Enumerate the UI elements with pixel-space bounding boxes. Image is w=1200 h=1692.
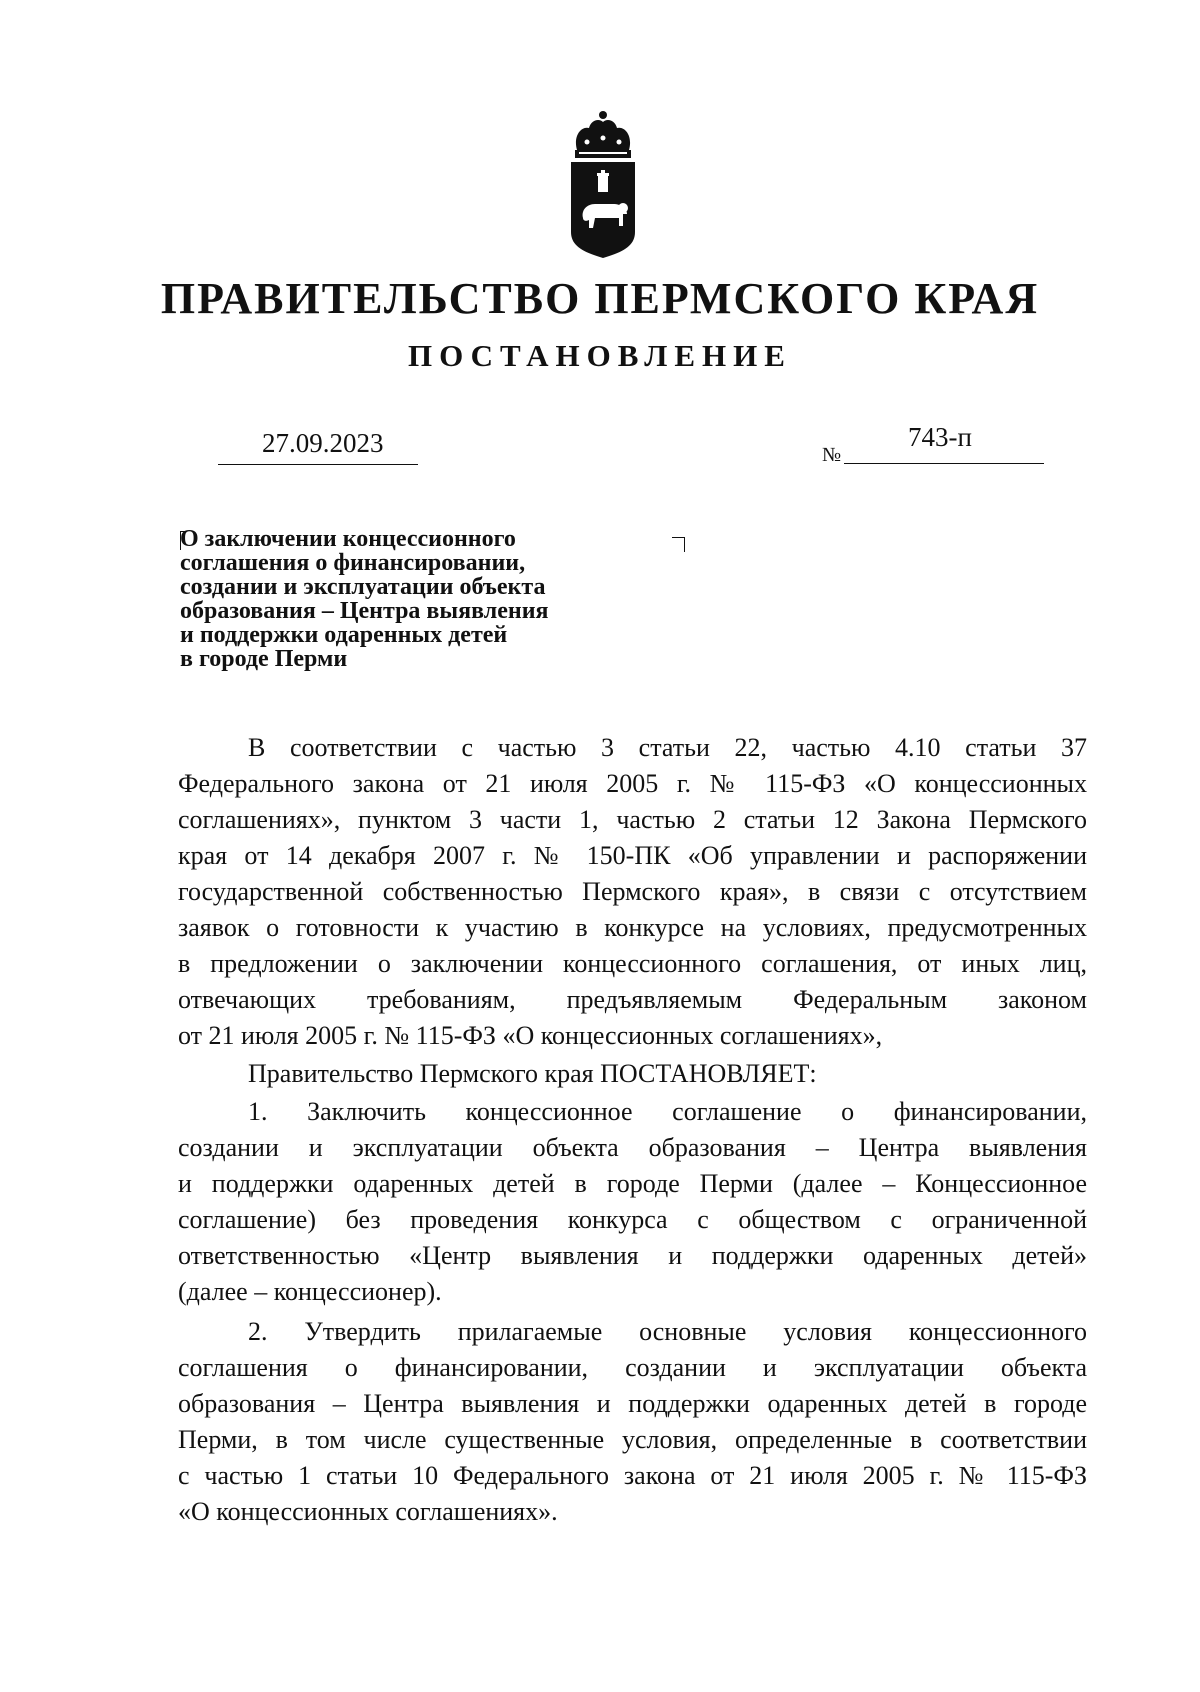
- subject-line: образования – Центра выявления: [180, 598, 549, 624]
- text-line: создании и эксплуатации объекта образования – Центра выявления: [178, 1133, 1087, 1162]
- document-date: 27.09.2023: [262, 428, 384, 458]
- number-sign: №: [822, 444, 842, 466]
- subject-line: и поддержки одаренных детей: [180, 622, 508, 648]
- text-line: соглашения о финансировании, создании и эксплуатации объекта: [178, 1353, 1087, 1382]
- subject-line: О заключении концессионного: [180, 526, 516, 552]
- text-line: соглашение) без проведения конкурса с обществом с ограниченной: [178, 1205, 1087, 1234]
- organization-title: ПРАВИТЕЛЬСТВО ПЕРМСКОГО КРАЯ: [160, 274, 1040, 323]
- text-line: «О концессионных соглашениях».: [178, 1497, 558, 1526]
- preamble-paragraph: [178, 730, 1087, 1054]
- text-line: Федерального закона от 21 июля 2005 г. № 115-ФЗ «О концессионных: [178, 769, 1087, 798]
- document-subject: [180, 527, 680, 671]
- decree-paragraph: [178, 1056, 1087, 1092]
- text-line: соглашениях», пунктом 3 части 1, частью 2 статьи 12 Закона Пермского: [178, 805, 1087, 834]
- document-number: 743-п: [908, 422, 972, 452]
- number-field: [822, 424, 1044, 464]
- decree-line: Правительство Пермского края ПОСТАНОВЛЯЕТ:: [248, 1059, 817, 1088]
- document-type: ПОСТАНОВЛЕНИЕ: [408, 338, 792, 373]
- text-line: с частью 1 статьи 10 Федерального закона от 21 июля 2005 г. № 115-ФЗ: [178, 1461, 1087, 1490]
- document-body: [178, 730, 1087, 1530]
- subject-line: соглашения о финансировании,: [180, 550, 526, 576]
- perm-krai-coat-of-arms-icon: [565, 110, 641, 262]
- text-line: и поддержки одаренных детей в городе Перми (далее – Концессионное: [178, 1169, 1087, 1198]
- item-1-paragraph: [178, 1094, 1087, 1310]
- text-line: Перми, в том числе существенные условия, определенные в соответствии: [178, 1425, 1087, 1454]
- text-line: края от 14 декабря 2007 г. № 150-ПК «Об управлении и распоряжении: [178, 841, 1087, 870]
- text-line: государственной собственностью Пермского края», в связи с отсутствием: [178, 877, 1087, 906]
- text-line: заявок о готовности к участию в конкурсе на условиях, предусмотренных: [178, 913, 1087, 942]
- subject-line: в городе Перми: [180, 646, 348, 672]
- number-underline: [844, 463, 1044, 464]
- text-line: в предложении о заключении концессионного соглашения, от иных лиц,: [178, 949, 1087, 978]
- text-line: от 21 июля 2005 г. № 115-ФЗ «О концессионных соглашениях»,: [178, 1021, 883, 1050]
- text-line: ответственностью «Центр выявления и поддержки одаренных детей»: [178, 1241, 1087, 1270]
- subject-line: создании и эксплуатации объекта: [180, 574, 546, 600]
- date-field: [218, 424, 418, 465]
- text-line: отвечающих требованиям, предъявляемым Федеральным законом: [178, 985, 1087, 1014]
- text-line: 2. Утвердить прилагаемые основные условия концессионного: [248, 1317, 1087, 1346]
- text-line: образования – Центра выявления и поддержки одаренных детей в городе: [178, 1389, 1087, 1418]
- text-line: 1. Заключить концессионное соглашение о финансировании,: [248, 1097, 1087, 1126]
- text-line: (далее – концессионер).: [178, 1277, 442, 1306]
- item-2-paragraph: [178, 1314, 1087, 1530]
- text-line: В соответствии с частью 3 статьи 22, частью 4.10 статьи 37: [248, 733, 1087, 762]
